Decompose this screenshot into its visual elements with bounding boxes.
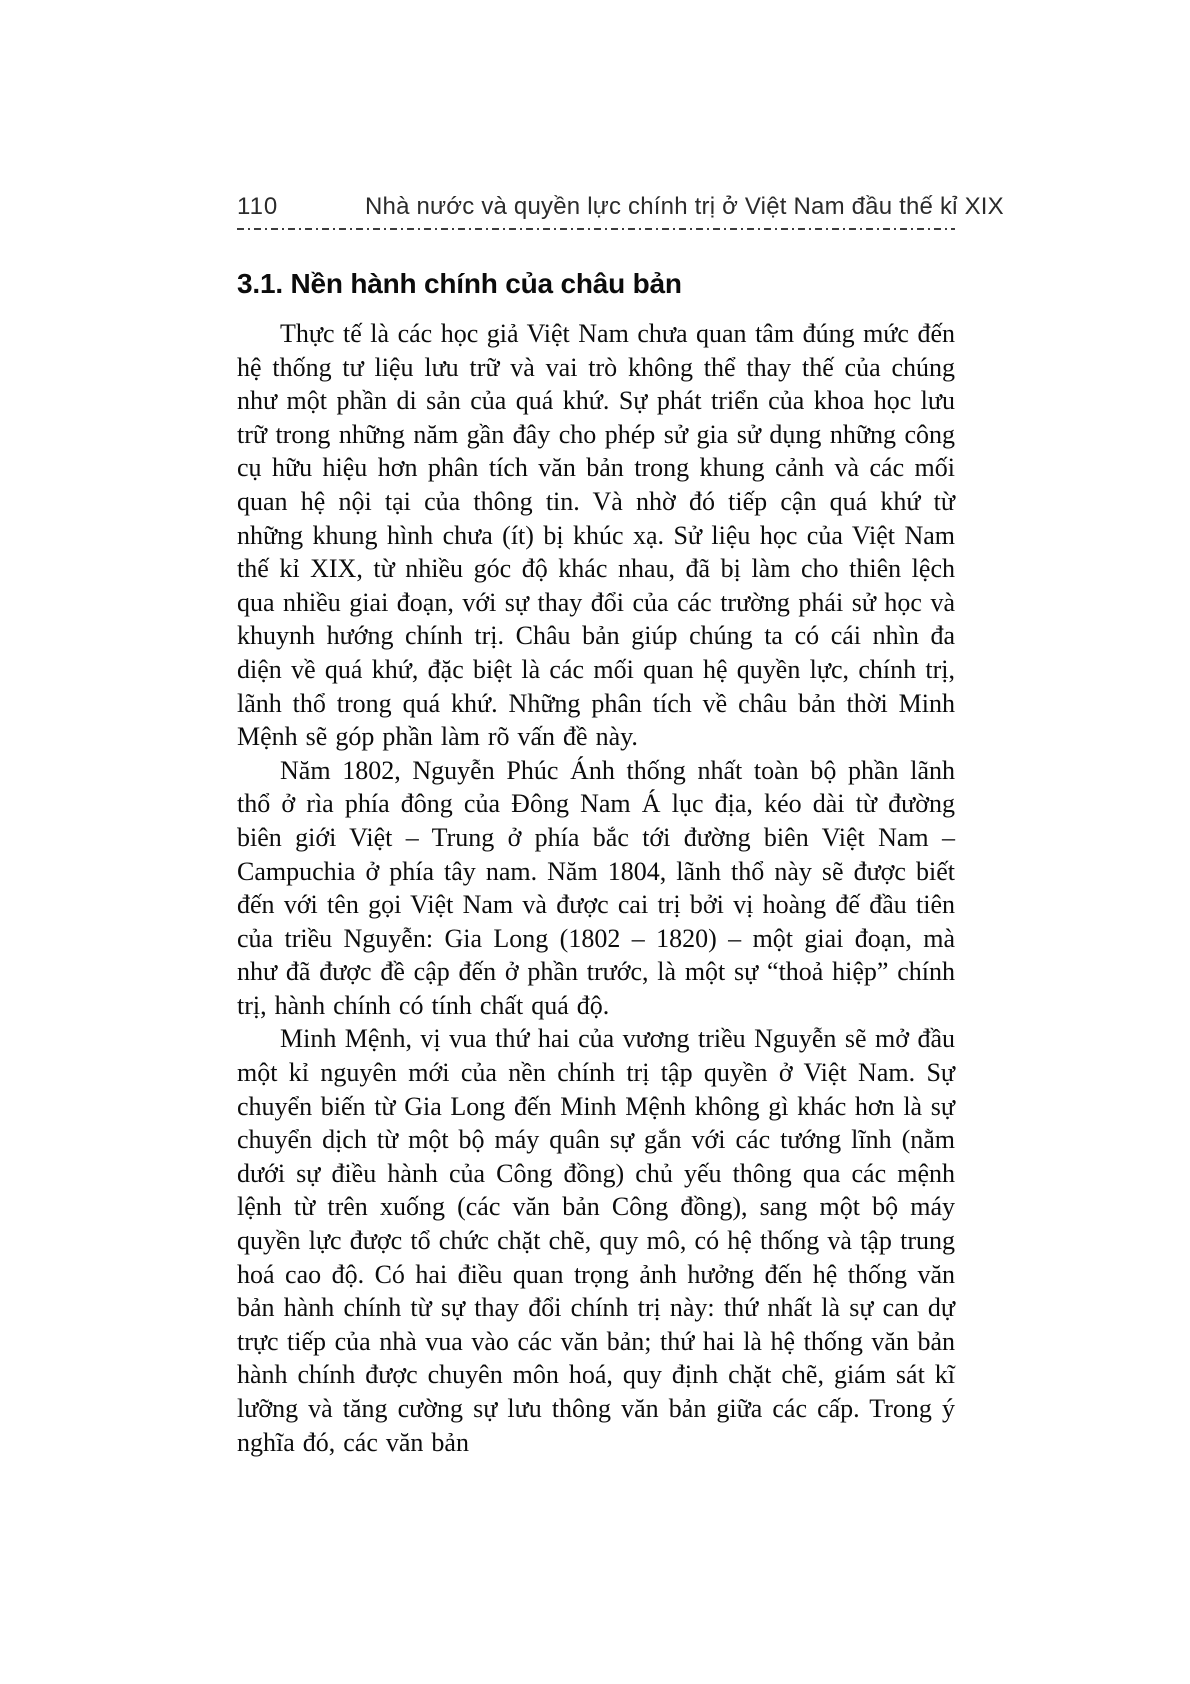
page-number: 110 <box>237 193 279 220</box>
header-divider <box>237 227 955 230</box>
page-header <box>237 192 1004 222</box>
paragraph: Minh Mệnh, vị vua thứ hai của vương triều Nguyễn sẽ mở đầu một kỉ nguyên mới của nền chính trị tập quyền ở Việt Nam. Sự chuyển biến từ Gia Long đến Minh Mệnh không gì khác hơn là sự chuyển dịch từ một bộ máy quân sự gắn với các tướng lĩnh (nằm dưới sự điều hành của Công đồng) chủ yếu thông qua các mệnh lệnh từ trên xuống (các văn bản Công đồng), sang một bộ máy quyền lực được tổ chức chặt chẽ, quy mô, có hệ thống và tập trung hoá cao độ. Có hai điều quan trọng ảnh hưởng đến hệ thống văn bản hành chính từ sự thay đổi chính trị này: thứ nhất là sự can dự trực tiếp của nhà vua vào các văn bản; thứ hai là hệ thống văn bản hành chính được chuyên môn hoá, quy định chặt chẽ, giám sát kĩ lưỡng và tăng cường sự lưu thông văn bản giữa các cấp. Trong ý nghĩa đó, các văn bản <box>237 1024 955 1457</box>
body-text <box>237 317 955 1459</box>
running-title: Nhà nước và quyền lực chính trị ở Việt Nam đầu thế kỉ XIX <box>365 193 1004 220</box>
section-heading: 3.1. Nền hành chính của châu bản <box>237 268 682 299</box>
paragraph: Thực tế là các học giả Việt Nam chưa quan tâm đúng mức đến hệ thống tư liệu lưu trữ và vai trò không thể thay thế của chúng như một phần di sản của quá khứ. Sự phát triển của khoa học lưu trữ trong những năm gần đây cho phép sử gia sử dụng những công cụ hữu hiệu hơn phân tích văn bản trong khung cảnh và các mối quan hệ nội tại của thông tin. Và nhờ đó tiếp cận quá khứ từ những khung hình chưa (ít) bị khúc xạ. Sử liệu học của Việt Nam thế kỉ XIX, từ nhiều góc độ khác nhau, đã bị làm cho thiên lệch qua nhiều giai đoạn, với sự thay đổi của các trường phái sử học và khuynh hướng chính trị. Châu bản giúp chúng ta có cái nhìn đa diện về quá khứ, đặc biệt là các mối quan hệ quyền lực, chính trị, lãnh thổ trong quá khứ. Những phân tích về châu bản thời Minh Mệnh sẽ góp phần làm rõ vấn đề này. <box>237 319 955 752</box>
paragraph: Năm 1802, Nguyễn Phúc Ánh thống nhất toàn bộ phần lãnh thổ ở rìa phía đông của Đông Nam Á lục địa, kéo dài từ đường biên giới Việt – Trung ở phía bắc tới đường biên Việt Nam – Campuchia ở phía tây nam. Năm 1804, lãnh thổ này sẽ được biết đến với tên gọi Việt Nam và được cai trị bởi vị hoàng đế đầu tiên của triều Nguyễn: Gia Long (1802 – 1820) – một giai đoạn, mà như đã được đề cập đến ở phần trước, là một sự “thoả hiệp” chính trị, hành chính có tính chất quá độ. <box>237 755 955 1020</box>
